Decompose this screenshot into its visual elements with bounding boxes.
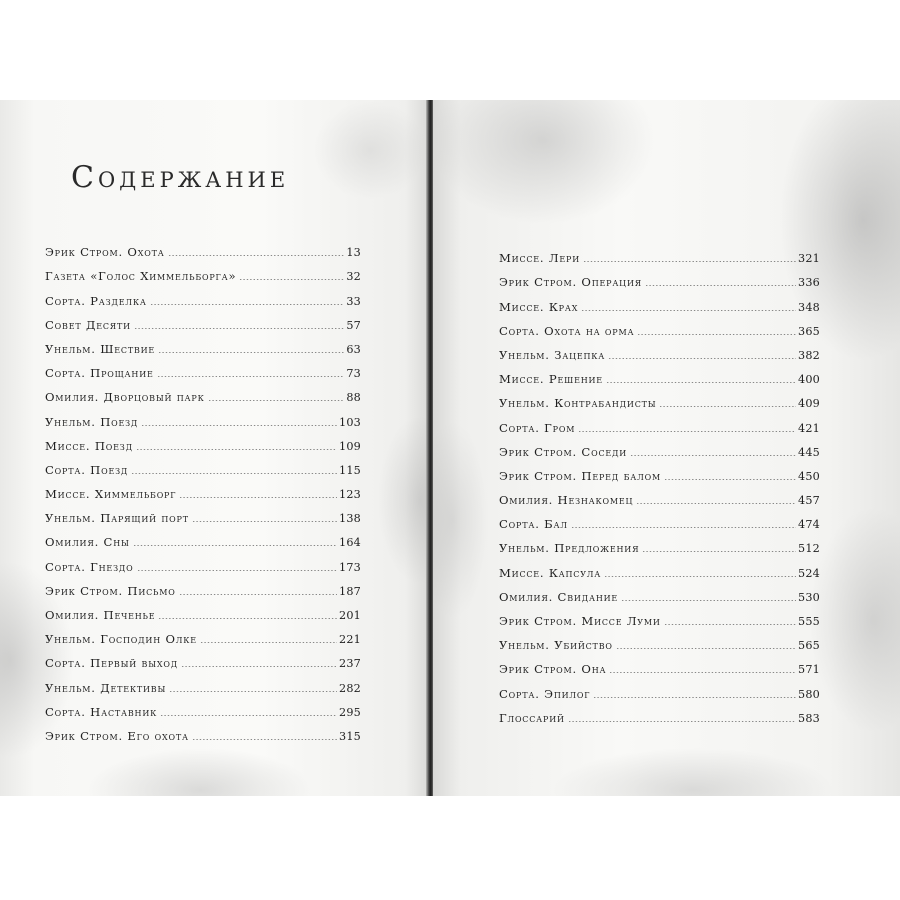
toc-entry bbox=[45, 477, 361, 501]
toc-entry-page: 173 bbox=[339, 560, 361, 574]
toc-entry-page: 348 bbox=[798, 300, 820, 314]
toc-left-column bbox=[45, 235, 361, 743]
toc-entry-page: 63 bbox=[346, 342, 361, 356]
toc-entry bbox=[499, 604, 820, 628]
toc-entry-page: 13 bbox=[346, 246, 361, 260]
toc-entry-title: Миссе. Лери bbox=[499, 251, 580, 266]
toc-entry bbox=[45, 380, 361, 404]
toc-entry bbox=[45, 549, 361, 573]
toc-entry bbox=[499, 628, 820, 652]
dot-leader bbox=[179, 497, 337, 498]
dot-leader bbox=[581, 310, 796, 311]
toc-entry-title: Омилия. Сны bbox=[45, 535, 130, 550]
toc-entry-page: 583 bbox=[798, 711, 820, 725]
toc-entry-title: Унельм. Предложения bbox=[499, 541, 640, 556]
dot-leader bbox=[583, 261, 796, 262]
toc-entry bbox=[45, 501, 361, 525]
page-title: Содержание bbox=[71, 160, 290, 195]
toc-entry-title: Унельм. Парящий порт bbox=[45, 511, 189, 526]
toc-entry bbox=[45, 453, 361, 477]
dot-leader bbox=[160, 715, 337, 716]
toc-entry-title: Унельм. Контрабандисты bbox=[499, 396, 657, 411]
toc-entry-title: Совет Десяти bbox=[45, 317, 131, 332]
toc-entry-title: Сорта. Разделка bbox=[45, 293, 147, 308]
toc-entry bbox=[499, 338, 820, 362]
toc-entry-title: Унельм. Детективы bbox=[45, 680, 167, 695]
toc-entry bbox=[499, 580, 820, 604]
toc-entry-title: Омилия. Незнакомец bbox=[499, 493, 634, 508]
toc-entry bbox=[499, 459, 820, 483]
dot-leader bbox=[568, 721, 796, 722]
dot-leader bbox=[150, 304, 345, 305]
toc-entry bbox=[45, 283, 361, 307]
toc-entry-page: 201 bbox=[339, 609, 361, 622]
dot-leader bbox=[604, 576, 796, 577]
toc-entry bbox=[45, 308, 361, 332]
dot-leader bbox=[616, 648, 796, 649]
toc-entry-page: 580 bbox=[798, 687, 820, 701]
toc-entry-page: 571 bbox=[798, 663, 820, 677]
dot-leader bbox=[664, 479, 796, 480]
toc-entry-title: Миссе. Решение bbox=[499, 372, 603, 387]
dot-leader bbox=[645, 285, 796, 286]
toc-entry bbox=[45, 695, 361, 719]
dot-leader bbox=[192, 521, 337, 522]
toc-entry-page: 237 bbox=[339, 657, 361, 671]
toc-entry bbox=[499, 362, 820, 386]
toc-right-column bbox=[499, 241, 820, 725]
toc-entry bbox=[45, 646, 361, 670]
toc-entry bbox=[45, 525, 361, 549]
dot-leader bbox=[642, 551, 796, 552]
toc-entry bbox=[499, 701, 820, 725]
toc-entry-page: 321 bbox=[798, 252, 820, 266]
toc-entry-page: 457 bbox=[798, 494, 820, 508]
toc-entry-page: 103 bbox=[339, 415, 361, 429]
dot-leader bbox=[158, 352, 344, 353]
toc-entry bbox=[499, 507, 820, 531]
toc-entry bbox=[45, 598, 361, 622]
dot-leader bbox=[136, 449, 337, 450]
toc-entry-title: Эрик Стром. Она bbox=[499, 662, 607, 677]
toc-entry bbox=[45, 332, 361, 356]
toc-entry-page: 565 bbox=[798, 639, 820, 653]
toc-entry bbox=[499, 531, 820, 555]
toc-entry-page: 315 bbox=[339, 729, 361, 743]
toc-entry bbox=[499, 435, 820, 459]
toc-entry-title: Омилия. Печенье bbox=[45, 608, 156, 622]
toc-entry-title: Унельм. Убийство bbox=[499, 638, 613, 653]
toc-entry-title: Эрик Стром. Его охота bbox=[45, 728, 189, 743]
dot-leader bbox=[141, 425, 337, 426]
dot-leader bbox=[179, 594, 337, 595]
toc-entry-page: 33 bbox=[346, 294, 361, 308]
toc-entry-page: 123 bbox=[339, 488, 361, 502]
dot-leader bbox=[571, 527, 796, 528]
toc-entry bbox=[45, 719, 361, 743]
toc-entry bbox=[45, 622, 361, 646]
toc-entry-title: Сорта. Эпилог bbox=[499, 686, 591, 701]
toc-entry-page: 445 bbox=[798, 445, 820, 459]
dot-leader bbox=[637, 334, 796, 335]
toc-entry-title: Эрик Стром. Перед балом bbox=[499, 468, 661, 483]
toc-entry bbox=[45, 259, 361, 283]
dot-leader bbox=[609, 672, 796, 673]
toc-entry-title: Унельм. Шествие bbox=[45, 341, 156, 356]
toc-entry-page: 512 bbox=[798, 542, 820, 556]
toc-entry-title: Эрик Стром. Миссе Луми bbox=[499, 614, 661, 628]
toc-entry-page: 73 bbox=[346, 367, 361, 381]
left-page bbox=[0, 100, 431, 796]
toc-entry-page: 524 bbox=[798, 566, 820, 580]
toc-entry-title: Эрик Стром. Соседи bbox=[499, 444, 628, 459]
toc-entry-page: 187 bbox=[339, 584, 361, 598]
toc-entry-title: Миссе. Химмельборг bbox=[45, 487, 177, 502]
book-spread bbox=[0, 100, 900, 796]
dot-leader bbox=[239, 279, 344, 280]
toc-entry-title: Эрик Стром. Охота bbox=[45, 245, 165, 260]
right-page bbox=[433, 100, 900, 796]
toc-entry-page: 109 bbox=[339, 439, 361, 453]
dot-leader bbox=[659, 406, 796, 407]
toc-entry-title: Унельм. Поезд bbox=[45, 414, 139, 429]
dot-leader bbox=[137, 570, 338, 571]
toc-entry bbox=[499, 483, 820, 507]
toc-entry-page: 530 bbox=[798, 590, 820, 604]
toc-entry bbox=[499, 314, 820, 338]
dot-leader bbox=[593, 697, 796, 698]
toc-entry-title: Унельм. Господин Олке bbox=[45, 632, 197, 647]
toc-entry-page: 88 bbox=[346, 391, 361, 405]
toc-entry bbox=[45, 574, 361, 598]
toc-entry-title: Сорта. Прощание bbox=[45, 366, 154, 381]
toc-entry-title: Унельм. Зацепка bbox=[499, 347, 606, 362]
toc-entry-page: 365 bbox=[798, 324, 820, 338]
toc-entry bbox=[499, 265, 820, 289]
toc-entry bbox=[499, 555, 820, 579]
toc-entry-page: 115 bbox=[339, 463, 361, 477]
toc-entry-page: 138 bbox=[339, 512, 361, 526]
toc-entry-title: Миссе. Крах bbox=[499, 299, 579, 314]
toc-entry-page: 555 bbox=[798, 615, 820, 628]
toc-entry bbox=[499, 241, 820, 265]
dot-leader bbox=[158, 618, 337, 619]
toc-entry-title: Глоссарий bbox=[499, 710, 565, 725]
dot-leader bbox=[630, 455, 796, 456]
dot-leader bbox=[578, 431, 796, 432]
dot-leader bbox=[664, 624, 796, 625]
toc-entry-title: Омилия. Свидание bbox=[499, 589, 619, 604]
toc-entry-page: 400 bbox=[798, 373, 820, 387]
toc-entry-page: 336 bbox=[798, 276, 820, 290]
toc-entry bbox=[499, 289, 820, 313]
dot-leader bbox=[133, 545, 337, 546]
toc-entry-title: Омилия. Дворцовый парк bbox=[45, 390, 205, 405]
dot-leader bbox=[208, 400, 345, 401]
dot-leader bbox=[169, 691, 337, 692]
toc-entry-title: Сорта. Наставник bbox=[45, 704, 158, 719]
toc-entry-title: Сорта. Бал bbox=[499, 517, 568, 532]
toc-entry-title: Эрик Стром. Операция bbox=[499, 275, 642, 290]
toc-entry bbox=[45, 429, 361, 453]
toc-entry bbox=[45, 670, 361, 694]
dot-leader bbox=[608, 358, 796, 359]
toc-entry-title: Сорта. Гром bbox=[499, 420, 576, 435]
toc-entry-page: 382 bbox=[798, 348, 820, 362]
dot-leader bbox=[606, 382, 796, 383]
toc-entry-title: Сорта. Поезд bbox=[45, 462, 129, 477]
toc-entry bbox=[45, 404, 361, 428]
toc-entry-title: Сорта. Первый выход bbox=[45, 656, 179, 671]
toc-entry bbox=[45, 235, 361, 259]
toc-entry-title: Миссе. Поезд bbox=[45, 438, 133, 453]
toc-entry-title: Сорта. Гнездо bbox=[45, 559, 134, 574]
dot-leader bbox=[168, 255, 345, 256]
toc-entry bbox=[45, 356, 361, 380]
dot-leader bbox=[131, 473, 337, 474]
toc-entry-title: Эрик Стром. Письмо bbox=[45, 583, 176, 598]
dot-leader bbox=[157, 376, 345, 377]
toc-entry-title: Сорта. Охота на орма bbox=[499, 323, 635, 338]
toc-entry-page: 295 bbox=[339, 705, 361, 719]
dot-leader bbox=[192, 739, 337, 740]
toc-entry bbox=[499, 676, 820, 700]
toc-entry-title: Газета «Голос Химмельборга» bbox=[45, 269, 237, 284]
dot-leader bbox=[181, 666, 337, 667]
toc-entry-title: Миссе. Капсула bbox=[499, 565, 602, 580]
toc-entry-page: 282 bbox=[339, 681, 361, 695]
toc-entry bbox=[499, 386, 820, 410]
toc-entry-page: 421 bbox=[798, 421, 820, 435]
toc-entry-page: 221 bbox=[339, 633, 361, 647]
toc-entry-page: 474 bbox=[798, 518, 820, 532]
toc-entry-page: 450 bbox=[798, 469, 820, 483]
toc-entry-page: 409 bbox=[798, 397, 820, 411]
toc-entry bbox=[499, 410, 820, 434]
dot-leader bbox=[200, 642, 337, 643]
toc-entry-page: 57 bbox=[346, 318, 361, 332]
toc-entry-page: 164 bbox=[339, 536, 361, 550]
toc-entry bbox=[499, 652, 820, 676]
toc-entry-page: 32 bbox=[346, 270, 361, 284]
dot-leader bbox=[134, 328, 344, 329]
dot-leader bbox=[636, 503, 796, 504]
dot-leader bbox=[621, 600, 796, 601]
